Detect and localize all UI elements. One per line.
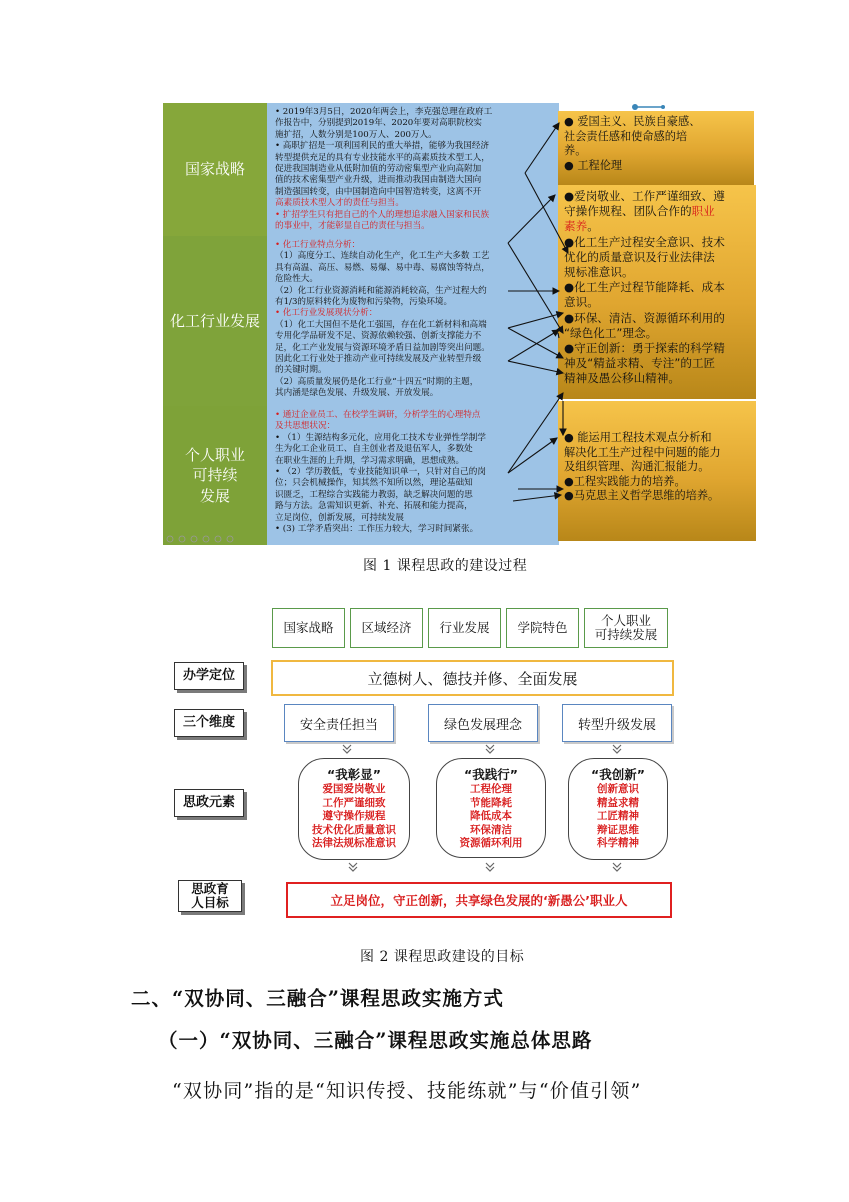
element-cloud-innovate (568, 758, 668, 860)
gold-item: 神及“精益求精、专注”的工匠 (564, 356, 716, 371)
chevron-down-icon (485, 744, 495, 754)
gold-item: ●爱岗敬业、工作严谨细致、遵 (564, 189, 725, 203)
subsection-heading: （一）“双协同、三融合”课程思政实施总体思路 (158, 1029, 593, 1052)
top-box-industry-development: 行业发展 (428, 608, 501, 648)
figure-1-caption: 图 1 课程思政的建设过程 (363, 558, 528, 574)
block-line: （2）化工行业资源消耗和能源消耗较高，生产过程大约 (275, 285, 487, 296)
block-line: （2）高质量发展仍是化工行业“十四五”时期的主题， (275, 376, 479, 387)
gold-item: 养。 (564, 144, 587, 157)
block-line: 转型提供充足的具有专业技能水平的高素质技术型工人， (275, 152, 490, 163)
dimension-safety: 安全责任担当 (284, 704, 394, 742)
connector-arrows (163, 103, 755, 545)
cloud-item: 降低成本 (470, 810, 512, 823)
cloud-item: 环保清洁 (470, 823, 512, 836)
label-school-positioning: 办学定位 (174, 662, 244, 690)
element-cloud-practice (436, 758, 546, 858)
chevron-down-icon (612, 744, 622, 754)
block-line: • （1）生源结构多元化，应用化工技术专业弹性学制学 (275, 432, 486, 443)
gold-item: “绿色化工”理念。 (564, 325, 658, 340)
chevron-down-icon (348, 862, 358, 872)
gold-item: ● 工程伦理 (564, 158, 623, 172)
dimension-green: 绿色发展理念 (428, 704, 538, 742)
slide-pin-icon (632, 104, 665, 110)
cloud-item: 遵守操作规程 (322, 810, 386, 823)
chevron-down-icon (342, 744, 352, 754)
block-line: 施扩招，人数分别是100万人、200万人。 (275, 129, 437, 140)
figure-1 (163, 103, 755, 545)
block-line: • 扩招学生只有把自己的个人的理想追求融入国家和民族 (275, 209, 490, 220)
category-chemical-industry: 化工行业发展 (163, 236, 267, 406)
gold-item: ● 能运用工程技术观点分析和 (564, 431, 712, 444)
block-line: 有1/3的原料转化为废物和污染物，污染环境。 (275, 297, 453, 308)
figure-2 (170, 606, 678, 916)
cloud-title: “我彰显” (327, 767, 381, 782)
block-line: 专用化学品研发不足、资源依赖较强、创新支撑能力不 (275, 331, 482, 342)
slide-toolbar-icons (167, 536, 233, 542)
gold-item: ●化工生产过程节能降耗、成本 (564, 280, 725, 295)
cloud-item: 法律法规标准意识 (312, 837, 396, 850)
block-line: • 化工行业特点分析： (275, 240, 361, 250)
block-line: 足，化工产业发展与资源环境矛盾日益加剧等突出问题。 (275, 342, 490, 353)
block-line: 危险性大。 (275, 274, 318, 285)
gold-item: ●环保、清洁、资源循环利用的 (564, 310, 725, 325)
label-ideological-elements: 思政元素 (174, 789, 244, 817)
chevron-down-icon (612, 862, 622, 872)
goal-box: 立足岗位，守正创新，共享绿色发展的‘新愚公’职业人 (286, 882, 672, 918)
top-box-college-features: 学院特色 (506, 608, 579, 648)
block-line: 的事业中，才能彰显自己的责任与担当。 (275, 221, 430, 232)
block-line: 路与方法。急需知识更新、补充、拓展和能力提高， (275, 501, 473, 512)
dimension-transformation: 转型升级发展 (562, 704, 672, 742)
gold-item: 社会责任感和使命感的培 (564, 129, 688, 143)
cloud-item: 创新意识 (597, 783, 639, 795)
body-paragraph: “双协同”指的是“知识传授、技能练就”与“价值引领” (172, 1080, 642, 1102)
block-line: • （2）学历教低，专业技能知识单一，只针对自己的岗 (275, 467, 486, 478)
category-personal-career: 个人职业 可持续 发展 (163, 406, 267, 545)
top-box-personal-career: 个人职业 可持续发展 (584, 608, 668, 648)
cloud-title: “我践行” (464, 767, 518, 782)
figure-2-caption: 图 2 课程思政建设的目标 (360, 949, 525, 965)
block-line: 立足岗位，创新发展，可持续发展 (275, 512, 404, 523)
label-education-goal: 思政育 人目标 (178, 880, 242, 912)
element-cloud-showcase (298, 758, 410, 860)
cloud-item: 工作严谨细致 (322, 796, 386, 809)
block-line: 具有高温、高压、易燃、易爆、易中毒、易腐蚀等特点， (275, 262, 490, 273)
block-line: 高素质技术型人才的责任与担当。 (275, 198, 404, 209)
cloud-item: 科学精神 (597, 837, 639, 850)
category-national-strategy: 国家战略 (163, 103, 267, 236)
cloud-item: 工匠精神 (597, 810, 639, 823)
gold-item: ●马克思主义哲学思维的培养。 (564, 489, 720, 502)
gold-item: 守操作规程、团队合作的职业 (564, 204, 715, 219)
block-line: • 化工行业发展现状分析： (275, 308, 378, 319)
block-line: （1）高度分工、连续自动化生产，化工生产大多数 工艺 (275, 251, 490, 262)
gold-item: 及组织管理、沟通汇报能力。 (564, 460, 710, 473)
gold-item: ●工程实践能力的培养。 (564, 474, 686, 488)
block-line: • (3) 工学矛盾突出：工作压力较大，学习时间紧张。 (275, 524, 479, 535)
section-heading: 二、“双协同、三融合”课程思政实施方式 (131, 987, 504, 1010)
cloud-title: “我创新” (591, 767, 645, 782)
block-line: （1）化工大国但不是化工强国，存在化工新材料和高端 (275, 319, 487, 330)
block-line: 促进我国制造业从低附加值的劳动密集型产业向高附加 (275, 164, 482, 175)
block-line: 位；只会机械操作，知其然不知所以然，理论基础知 (275, 478, 473, 489)
block-line: 及共思想状况： (275, 421, 336, 432)
block-line: 因此化工行业处于推动产业可持续发展及产业转型升级 (275, 354, 482, 365)
cloud-item: 工程伦理 (470, 783, 512, 795)
block-line: 的关键时期。 (275, 365, 327, 376)
block-line: 制造强国转变，由中国制造向中国智造转变，这离不开 (275, 186, 482, 197)
block-line: • 高职扩招是一项利国利民的重大举措，能够为我国经济 (275, 141, 490, 152)
block-line: 作报告中，分别提到2019年、2020年要对高职院校实 (275, 118, 483, 129)
cloud-item: 辩证思维 (597, 823, 639, 836)
gold-item: 意识。 (564, 295, 599, 310)
cloud-item: 技术优化质量意识 (312, 823, 396, 836)
gold-item: ●化工生产过程安全意识、技术 (564, 234, 725, 249)
chevron-down-icon (485, 862, 495, 872)
gold-item: ● 爱国主义、民族自豪感、 (564, 115, 701, 128)
block-line: • 2019年3月5日，2020年两会上，李克强总理在政府工 (275, 107, 493, 117)
block-line: 其内涵是绿色发展、升级发展、开放发展。 (275, 388, 439, 399)
block-line: 在职业生涯的上升期，学习需求明确，思想成熟。 (275, 455, 465, 466)
gold-item: ●守正创新：勇于探索的科学精 (564, 341, 725, 356)
gold-item: 规标准意识。 (564, 265, 634, 280)
cloud-item: 爱国爱岗敬业 (322, 783, 386, 795)
top-box-national-strategy: 国家战略 (272, 608, 345, 648)
block-line: • 通过企业员工、在校学生调研，分析学生的心理特点 (275, 410, 481, 420)
gold-item: 解决化工生产过程中问题的能力 (564, 445, 721, 459)
gold-item: 优化的质量意识及行业法律法 (564, 249, 715, 264)
gold-item: 精神及愚公移山精神。 (564, 371, 680, 386)
block-line: 识匮乏，工程综合实践能力教弱，缺乏解决问题的思 (275, 489, 473, 500)
label-three-dimensions: 三个维度 (174, 709, 244, 737)
positioning-box: 立德树人、德技并修、全面发展 (271, 660, 674, 696)
block-line: 值的技术密集型产业升级，进而推动我国由制造大国向 (275, 175, 482, 186)
block-line: 生为化工企业员工、自主创业者及退伍军人，多数处 (275, 444, 473, 455)
top-box-regional-economy: 区域经济 (350, 608, 423, 648)
cloud-item: 精益求精 (597, 796, 639, 809)
gold-item: 素养。 (564, 219, 599, 234)
cloud-item: 资源循环利用 (459, 837, 523, 850)
cloud-item: 节能降耗 (470, 796, 512, 809)
